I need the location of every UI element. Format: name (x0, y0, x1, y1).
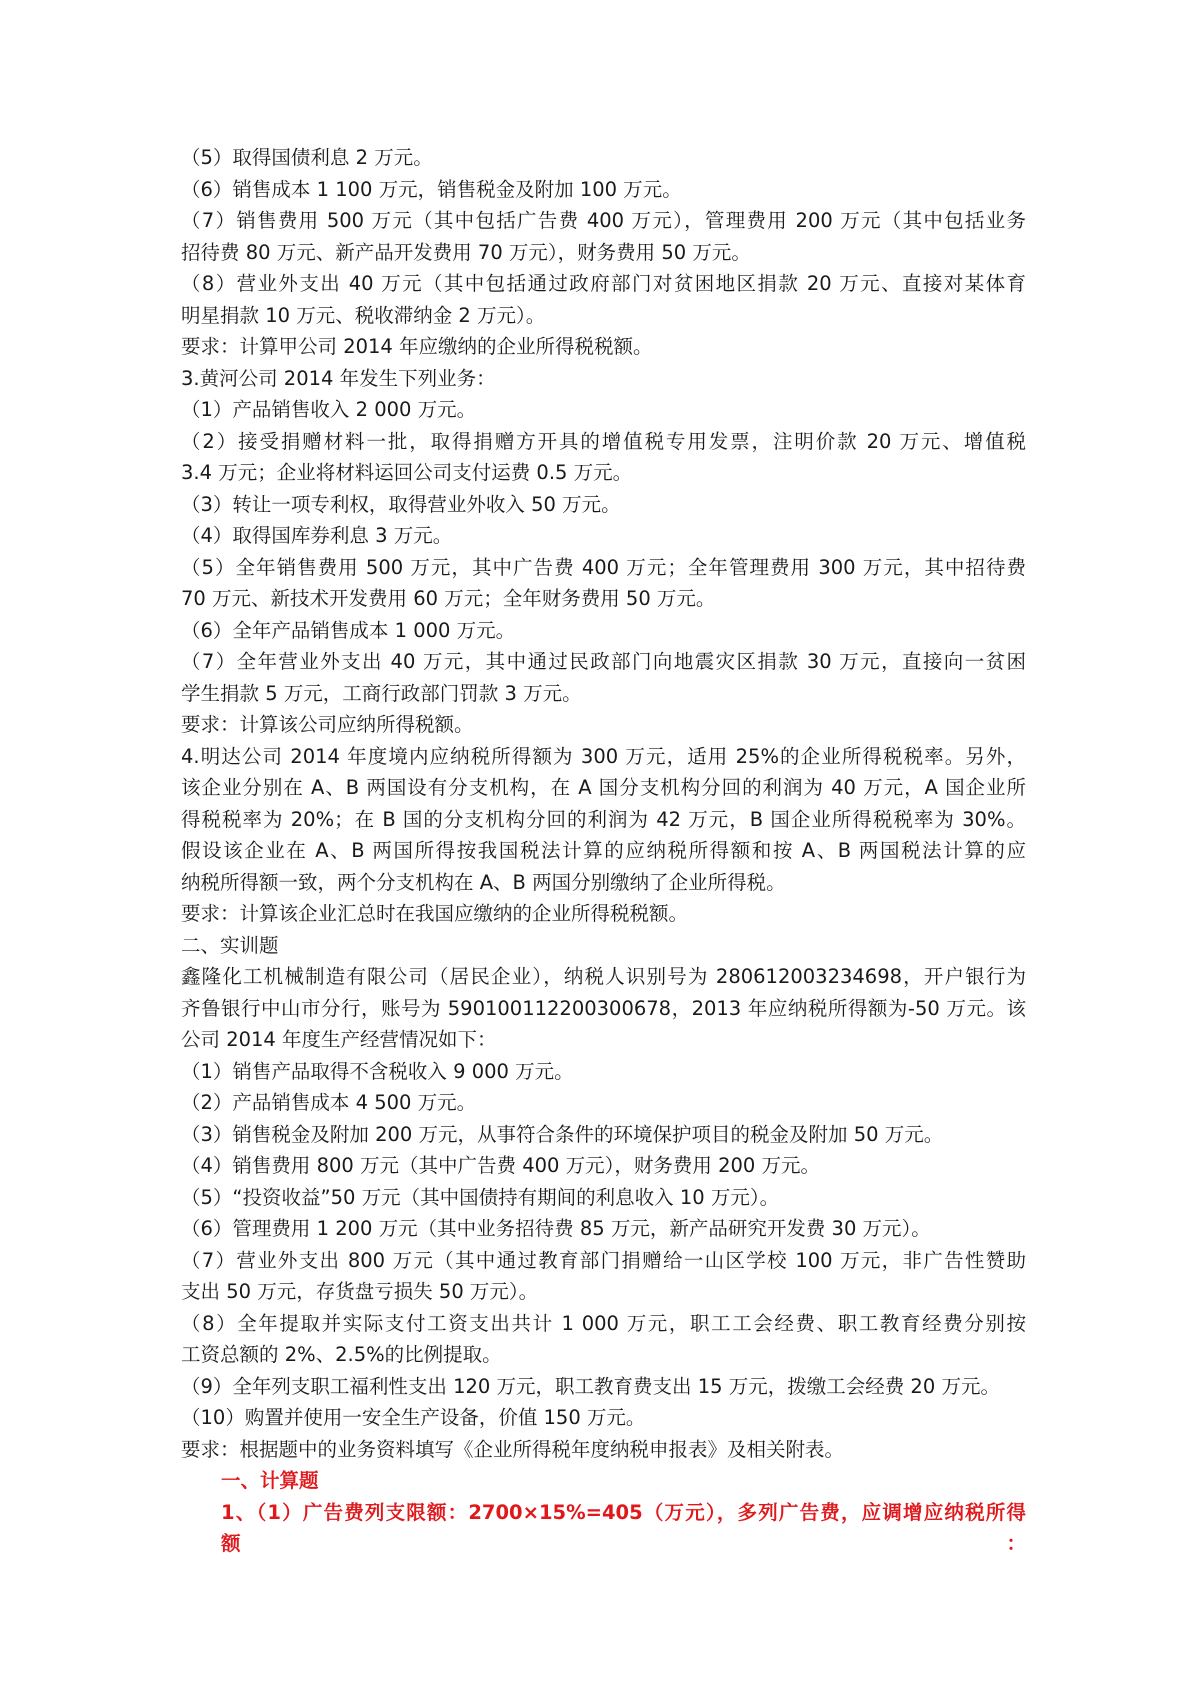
answer-section-title: 一、计算题 (221, 1469, 319, 1492)
text-line: （7）销售费用 500 万元（其中包括广告费 400 万元），管理费用 200 万元（其中包括业务 (181, 209, 1026, 232)
text-line: 3.黄河公司 2014 年发生下列业务： (181, 366, 496, 390)
text-line: （7）营业外支出 800 万元（其中通过教育部门捐赠给一山区学校 100 万元，非广告性赞助 (181, 1248, 1026, 1272)
text-line: 70 万元、新技术开发费用 60 万元；全年财务费用 50 万元。 (181, 587, 716, 610)
text-line: 二、实训题 (181, 933, 279, 957)
text-line: （6）销售成本 1 100 万元，销售税金及附加 100 万元。 (181, 177, 682, 201)
text-line: 要求：计算该企业汇总时在我国应缴纳的企业所得税税额。 (181, 902, 689, 925)
text-line: （8）全年提取并实际支付工资支出共计 1 000 万元，职工工会经费、职工教育经费分别按 (181, 1311, 1026, 1335)
text-line: （2）产品销售成本 4 500 万元。 (181, 1091, 477, 1114)
text-line: 支出 50 万元，存货盘亏损失 50 万元）。 (181, 1280, 539, 1303)
text-line: 工资总额的 2%、2.5%的比例提取。 (181, 1343, 502, 1366)
text-line: 公司 2014 年度生产经营情况如下： (181, 1028, 497, 1051)
text-line: （9）全年列支职工福利性支出 120 万元，职工教育费支出 15 万元，拨缴工会经费 20 万元。 (181, 1374, 1000, 1398)
text-line: 4.明达公司 2014 年度境内应纳税所得额为 300 万元，适用 25%的企业所得税税率。另外， (181, 744, 1026, 768)
text-line: （3）转让一项专利权，取得营业外收入 50 万元。 (181, 492, 621, 516)
text-line: 3.4 万元；企业将材料运回公司支付运费 0.5 万元。 (181, 461, 633, 484)
text-line: （10）购置并使用一安全生产设备，价值 150 万元。 (181, 1406, 646, 1429)
text-line: 假设该企业在 A、B 两国所得按我国税法计算的应纳税所得额和按 A、B 两国税法计算的应 (181, 839, 1026, 862)
text-line: 招待费 80 万元、新产品开发费用 70 万元），财务费用 50 万元。 (181, 240, 751, 264)
text-line: （6）管理费用 1 200 万元（其中业务招待费 85 万元，新产品研究开发费 30 万元）。 (181, 1217, 931, 1240)
text-line: （8）营业外支出 40 万元（其中包括通过政府部门对贫困地区捐款 20 万元、直接对某体育 (181, 272, 1026, 295)
text-line: （5）“投资收益”50 万元（其中国债持有期间的利息收入 10 万元）。 (181, 1185, 780, 1209)
text-line: （1）产品销售收入 2 000 万元。 (181, 398, 477, 421)
text-line: （4）销售费用 800 万元（其中广告费 400 万元），财务费用 200 万元。 (181, 1154, 821, 1177)
text-line: （1）销售产品取得不含税收入 9 000 万元。 (181, 1059, 574, 1083)
text-line: （6）全年产品销售成本 1 000 万元。 (181, 618, 516, 642)
text-line: （4）取得国库券利息 3 万元。 (181, 524, 453, 547)
document-body (181, 142, 1026, 1555)
text-line: 纳税所得额一致，两个分支机构在 A、B 两国分别缴纳了企业所得税。 (181, 870, 786, 894)
question-text (181, 142, 1026, 1465)
text-line: 齐鲁银行中山市分行，账号为 590100112200300678，2013 年应纳税所得额为-50 万元。该 (181, 996, 1026, 1020)
text-line: 该企业分别在 A、B 两国设有分支机构，在 A 国分支机构分回的利润为 40 万元，A 国企业所 (181, 776, 1026, 799)
text-line: （3）销售税金及附加 200 万元，从事符合条件的环境保护项目的税金及附加 50 万元。 (181, 1122, 944, 1146)
text-line: 鑫隆化工机械制造有限公司（居民企业），纳税人识别号为 280612003234698，开户银行为 (181, 965, 1026, 988)
text-line: 学生捐款 5 万元，工商行政部门罚款 3 万元。 (181, 681, 582, 705)
text-line: 要求：根据题中的业务资料填写《企业所得税年度纳税申报表》及相关附表。 (181, 1437, 845, 1461)
text-line: 要求：计算该公司应纳所得税额。 (181, 713, 474, 736)
text-line: （7）全年营业外支出 40 万元，其中通过民政部门向地震灾区捐款 30 万元，直接向一贫困 (181, 650, 1026, 673)
text-line: 要求：计算甲公司 2014 年应缴纳的企业所得税税额。 (181, 335, 653, 358)
text-line: 得税税率为 20%；在 B 国的分支机构分回的利润为 42 万元，B 国企业所得税税率为 30%。 (181, 807, 1026, 831)
text-line: 明星捐款 10 万元、税收滞纳金 2 万元）。 (181, 303, 546, 327)
answer-line-1: 1、（1）广告费列支限额：2700×15%=405（万元），多列广告费，应调增应纳税所得额： (221, 1500, 1026, 1555)
text-line: （5）取得国债利息 2 万元。 (181, 146, 433, 169)
text-line: （2）接受捐赠材料一批，取得捐赠方开具的增值税专用发票，注明价款 20 万元、增值税 (181, 429, 1026, 453)
text-line: （5）全年销售费用 500 万元，其中广告费 400 万元；全年管理费用 300 万元，其中招待费 (181, 555, 1026, 579)
